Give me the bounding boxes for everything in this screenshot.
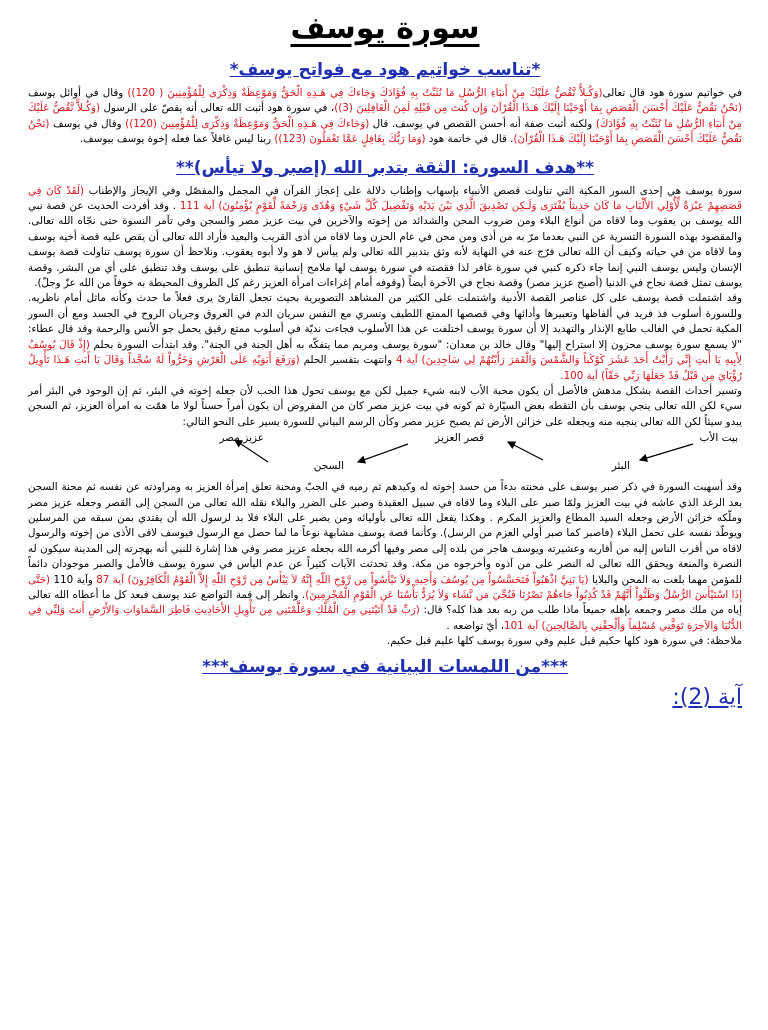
diagram-aziz-misr: عزيز مصر xyxy=(219,432,264,445)
text-run: . قال في خاتمة هود xyxy=(425,133,514,146)
page xyxy=(0,6,768,1030)
diagram-father-house: بيت الأب xyxy=(699,432,738,445)
heading-surah-goal: **هدف السورة: الثقة بتدبر الله (إصبر ولا تيأس)** xyxy=(175,157,595,178)
heading-hud-yusuf: *تناسب خواتيم هود مع فواتح يوسف* xyxy=(229,60,541,80)
text-run: وقد أسهبت السورة في ذكر صبر يوسف على محنته بدءاً من حسد إخوته له وكيدهم ثم رميه في الجبّ ومحنة تعلق إمرأة العزيز به ومراودته عن نفسه ثم محنة السجن بعد الرغد الذي عاشه في بيت العزيز ولمّا صبر على البلاء وما لاقاه في سبيل العقيدة وصبر على الضرر والبلاء نقله الله تعالى من السجن إلى القصر وجعله عزيز مصر وملّكه خزائن الأرض وجعله السيد المطاع والعزيز المكرم . وهكذا يفعل الله تعالى بأوليائه ومن يصبر على البلاء فلا بد لرسول الله أن يقتدي بمن سبقه من المرسلين ويوطّد نفسه على تحمل البلاء (فاصبر كما صبر أولي العزم من الرسل). وكأنما قصة يوسف مشابهة نوعاً ما لما حصل مع الرسول فيوسف لاقى الأذى من إخوته والرسول لاقاه من أقرب الناس إليه من أقاربه وعشيرته ويوسف هاجر من بلده إلى مصر وفيها أكرمه الله بجعله عزيز مصر وفي هذا إشارة للنبي أنه بهجرته إلى المدينة سيكون له النصرة والمنعة ويحقق الله تعالى له النصر على من آذوه وأخرجوه من مكة. وقد تحدثت الآيات كثيراً عن عدم اليأس في سورة يوسف فالأمل والصبر موجودان دائماً للمؤمن مهما بلغت به المحن والبلايا xyxy=(28,481,742,586)
verse-quote: (نَحْنُ نَقُصُّ عَلَيْكَ أَحْسَنَ الْقَصَصِ بِمَا أَوْحَيْنَا إِلَيْكَ هَـذَا الْقُرْآنَ) xyxy=(28,117,742,146)
text-run: ربنا ليس غافلاً عما فعله إخوة يوسف بيوسف. xyxy=(79,133,275,146)
verse-quote: (وَرَفَعَ أَبَوَيْهِ عَلَى الْعَرْشِ وَخَرُّواْ لَهُ سُجَّداً وَقَالَ يَا أَبَتِ هَـذَا تَأْوِيلُ رُؤْيَايَ مِن قَبْلُ قَدْ جَعَلَهَا رَبِّي حَقّاً) آية 100. xyxy=(28,354,742,382)
text-run: وانتهت بتفسير الحلم xyxy=(299,354,396,367)
note-line: ملاحظة: في سورة هود كلها حكيم قبل عليم وفي سورة يوسف كلها عليم قبل حكيم. xyxy=(386,635,742,648)
heading-rhetorical: ***من اللمسات البيانية في سورة يوسف*** xyxy=(202,657,568,678)
patience-paragraph xyxy=(28,480,742,634)
text-run: وتسير أحداث القصة بشكل مدهش فالأصل أن يكون محبة الأب لابنه شيء جميل لكن مع يوسف تحول هذا الحب لأن جعله إخوته في البئر، ثم إن الوجود في البئر أمر سيء لكن الله تعالى ينجي يوسف بأن التقطه بعض السيّارة ثم كونه في بيت عزيز مصر كان من المفروض أن يكون أمراً حسناً لولا ما همّت به امرأة العزيز، ثم السجن يبدو سيئاً لكن الله تعالى ينجيه منه ويجعله على خزائن الأرض ثم يصبح عزيز مصر وكأن الرسم البياني للسورة يسير على النحو التالي: xyxy=(28,384,742,428)
verse-quote: (نَحْنُ نَقُصُّ عَلَيْكَ أَحْسَنَ الْقَصَصِ بِمَا أَوْحَيْنَا إِلَيْكَ هَـذَا الْقُرْآنَ وَإِن كُنتَ مِن قَبْلِهِ لَمِنَ الْغَافِلِينَ (3)) xyxy=(334,102,742,115)
page-title: سورة يوسف xyxy=(290,11,480,46)
text-run: ، أيّ تواضعه . xyxy=(446,619,505,632)
verse-quote: (إِذْ قَالَ يُوسُفُ لِأَبِيهِ يَا أَبتِ إِنِّي رَأَيْتُ أَحَدَ عَشَرَ كَوْكَباً وَالشَّمْسَ وَالْقَمَرَ رَأَيْتُهُمْ لِي سَاجِدِينَ) آية 4 xyxy=(28,338,742,367)
verse-quote: (وَكُـلاًّ نَّقُصُّ عَلَيْكَ مِنْ أَنبَاءِ الرُّسُلِ مَا نُثَبِّتُ بِهِ فُؤَادَكَ) xyxy=(28,102,742,130)
text-run: في خواتيم سورة هود قال تعالى xyxy=(602,87,743,99)
text-run: وقال في أوائل يوسف xyxy=(28,87,128,99)
verse-quote: (رَبِّ قَدْ آتَيْتَنِي مِنَ الْمُلْكِ وَعَلَّمْتَنِي مِن تَأْوِيلِ الأَحَادِيثِ فَاطِرَ السَّمَاوَاتِ وَالأَرْضِ أَنتَ وَلِيِّي فِي الدُّنُيَا وَالآخِرَةِ تَوَفَّنِي مُسْلِماً وَأَلْحِقْنِي بِالصَّالِحِينَ) آية 101 xyxy=(28,604,742,632)
text-run: وقال في يوسف xyxy=(49,117,126,130)
arrow-palace-to-prison xyxy=(358,444,408,462)
story-diagram xyxy=(28,432,742,478)
diagram-prison: السجن xyxy=(313,460,344,473)
verse-quote: (وَجَاءكَ فِي هَـذِهِ الْحَقُّ وَمَوْعِظَةٌ وَذِكْرَى لِلْمُؤْمِنِينَ (120)) xyxy=(125,117,370,130)
text-run: ولكنه أثبت صفة أنه أحسن القصص في يوسف. قال xyxy=(369,117,596,130)
intro-paragraph xyxy=(28,86,742,148)
goal-paragraph xyxy=(28,184,742,431)
arrow-well-to-palace xyxy=(508,442,543,460)
verse-quote: (وَمَا رَبُّكَ بِغَافِلٍ عَمَّا تَعْمَلُونَ (123)) xyxy=(274,133,426,146)
text-run: وآية 110 xyxy=(50,573,97,586)
verse-quote: (يَا بَنِيَّ اذْهَبُواْ فَتَحَسَّسُواْ مِن يُوسُفَ وَأَخِيهِ وَلاَ تَيْأَسُواْ مِن رَّوْحِ اللّهِ إِنَّهُ لاَ يَيْأَسُ مِن رَّوْحِ اللّهِ إِلاَّ الْقَوْمُ الْكَافِرُونَ) آية 87 xyxy=(96,573,589,586)
text-run: وقد اشتملت قصة يوسف على كل عناصر القصة الأدبية واشتملت على الكثير من المشاهد التصويرية بحيث تجعل القارئ يرى فعلاً ما حدث وكأنه ماثل أمام ناظريه. وللسورة أسلوب فذ فريد في ألفاظها وتعبيرها وأدائها وفي قصصها الممتع اللطيف وتسري مع النفس سريان الدم في العروق وجريان الروح في الجسد ومع أن السور المكية تحمل في الغالب طابع الإنذار والتهديد إلا أن سورة يوسف اختلفت عن هذا الأسلوب فجاءت نديّة في أسلوب ممتع رقيق يحمل جو الأنس والرحمة وقد قال عطاء: "لا يسمع سورة يوسف محزون إلا استراح إليها" وقال خالد بن معدان: "سورة يوسف ومريم مما يتفكّه به أهل الجنة في الجنة". وقد ابتدأت السورة بحلم xyxy=(28,292,742,351)
text-run: ، في سورة هود أثبت الله تعالى أنه يقصّ على الرسول xyxy=(100,102,335,115)
verse-quote: (لَقَدْ كَانَ فِي قَصَصِهِمْ عِبْرَةٌ لِّأُوْلِي الأَلْبَابِ مَا كَانَ حَدِيثاً يُفْتَرَى وَلَـكِن تَصْدِيقَ الَّذِي بَيْنَ يَدَيْهِ وَتَفْصِيلَ كُلَّ شَيْءٍ وَهُدًى وَرَحْمَةً لِّقَوْمٍ يُؤْمِنُونَ) آية 111 xyxy=(28,184,742,213)
arrow-father-to-well xyxy=(640,444,693,460)
text-run: سورة يوسف هي إحدى السور المكية التي تناولت قصص الأنبياء بإسهاب وإطناب دلالة على إعجاز القرآن في المجمل والمفصّل وفي الإيجاز والإطناب xyxy=(84,184,743,197)
aya-2-heading: آية (2): xyxy=(672,685,742,711)
diagram-arrows xyxy=(28,432,742,478)
verse-quote: (وَكُـلاًّ نَّقُصُّ عَلَيْكَ مِنْ أَنبَاءِ الرُّسُلِ مَا نُثَبِّتُ بِهِ فُؤَادَكَ وَجَاءكَ فِي هَـذِهِ الْحَقُّ وَمَوْعِظَةٌ وَذِكْرَى لِلْمُؤْمِنِينَ ( 120)) xyxy=(127,87,603,99)
text-run: . وقد أفردت الحديث عن قصة نبي الله يوسف بن يعقوب وما لاقاه من أنواع البلاء ومن ضروب المحن والشدائد من إخوته والآخرين في بيت عزيز مصر والسجن وفي تآمر النسوة حتى نجّاه الله تعالى. والمقصود بهذه السورة التسرية عن النبي بعدما مرّ به من أذى ومن محن في عام الحزن وما لاقاه من أذى القريب والبعيد فأراد الله تعالى أن يقص عليه قصة أخيه يوسف وما لاقاه من في حياته وكيف أن الله تعالى فرّج عنه في النهاية لأنه وثق بتدبير الله تعالى ولم ييأس لا هو ولا أبوه يعقوب. ونلاحظ أن سورة يوسف تناولت قصة يوسف الإنسان وليس يوسف النبي إنما جاء ذكره كنبي في سورة غافر لذا فقصته في سورة يوسف لها ملامح إنسانية تنطبق على يوسف وقد تنطبق على أي من البشر. وقصة يوسف تمثل قصة نجاح في الدنيا (أصبح عزيز مصر) وقصة نجاح في الآخرة أيضاً (وقوفه أمام إغراءات امرأة العزيز رغم كل الظروف المحيطة به خوفاً من الله عزّ وجلّ). xyxy=(28,200,742,290)
diagram-aziz-palace: قصر العزيز xyxy=(435,432,484,445)
verse-quote: (حَتَّى إِذَا اسْتَيْأَسَ الرُّسُلُ وَظَنُّواْ أَنَّهُمْ قَدْ كُذِبُواْ جَاءهُمْ نَصْرُنَا فَنُجِّيَ مَن نَّشَاء وَلاَ يُرَدُّ بَأْسُنَا عَنِ الْقَوْمِ الْمُجْرِمِينَ) xyxy=(28,573,742,601)
text-run: . وانظر إلى قمة التواضع عند يوسف فبعد كل ما أعطاه الله تعالى إياه من ملك مصر وجمعه بإهله جميعاً ماذا طلب من ربه بعد هذا كله؟ قال: xyxy=(28,588,742,617)
diagram-well: البئر xyxy=(611,460,630,473)
